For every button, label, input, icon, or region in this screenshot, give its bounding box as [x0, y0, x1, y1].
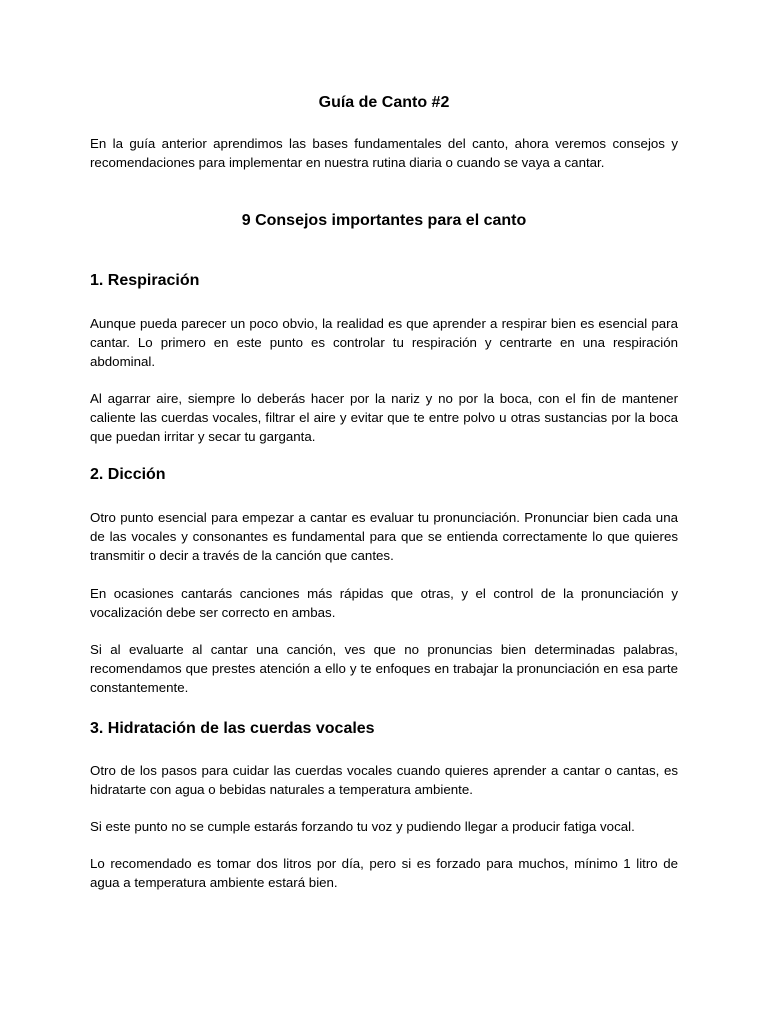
- document-title: Guía de Canto #2: [318, 94, 450, 111]
- section-paragraph: Aunque pueda parecer un poco obvio, la realidad es que aprender a respirar bien es esencial para cantar. Lo primero en este punto es controlar tu respiración y centrarte en una respiración abdominal.: [90, 316, 678, 369]
- section-paragraph: Otro de los pasos para cuidar las cuerdas vocales cuando quieres aprender a cantar o cantas, es hidratarte con agua o bebidas naturales a temperatura ambiente.: [90, 763, 678, 797]
- section-paragraph: Lo recomendado es tomar dos litros por día, pero si es forzado para muchos, mínimo 1 litro de agua a temperatura ambiente estará bien.: [90, 856, 678, 890]
- section-paragraph: Otro punto esencial para empezar a cantar es evaluar tu pronunciación. Pronunciar bien cada una de las vocales y consonantes es fundamental para que se entienda correctamente lo que quieres transmitir o decir a través de la canción que cantes.: [90, 510, 678, 563]
- section-heading-respiracion: 1. Respiración: [90, 272, 200, 289]
- document-subtitle: 9 Consejos importantes para el canto: [241, 212, 527, 229]
- section-paragraph: Si al evaluarte al cantar una canción, ves que no pronuncias bien determinadas palabras, recomendamos que prestes atención a ello y te enfoques en trabajar la pronunciación en esa parte constantemente.: [90, 642, 678, 695]
- intro-paragraph: En la guía anterior aprendimos las bases fundamentales del canto, ahora veremos consejos y recomendaciones para implementar en nuestra rutina diaria o cuando se vaya a cantar.: [90, 136, 678, 170]
- document-page: [90, 0, 678, 1024]
- section-paragraph: Al agarrar aire, siempre lo deberás hacer por la nariz y no por la boca, con el fin de mantener caliente las cuerdas vocales, filtrar el aire y evitar que te entre polvo u otras sustancias por la boca que puedan irritar y secar tu garganta.: [90, 391, 678, 444]
- section-heading-diccion: 2. Dicción: [90, 466, 166, 483]
- section-paragraph: Si este punto no se cumple estarás forzando tu voz y pudiendo llegar a producir fatiga vocal.: [90, 819, 635, 834]
- section-paragraph: En ocasiones cantarás canciones más rápidas que otras, y el control de la pronunciación y vocalización debe ser correcto en ambas.: [90, 586, 678, 620]
- section-heading-hidratacion: 3. Hidratación de las cuerdas vocales: [90, 720, 375, 737]
